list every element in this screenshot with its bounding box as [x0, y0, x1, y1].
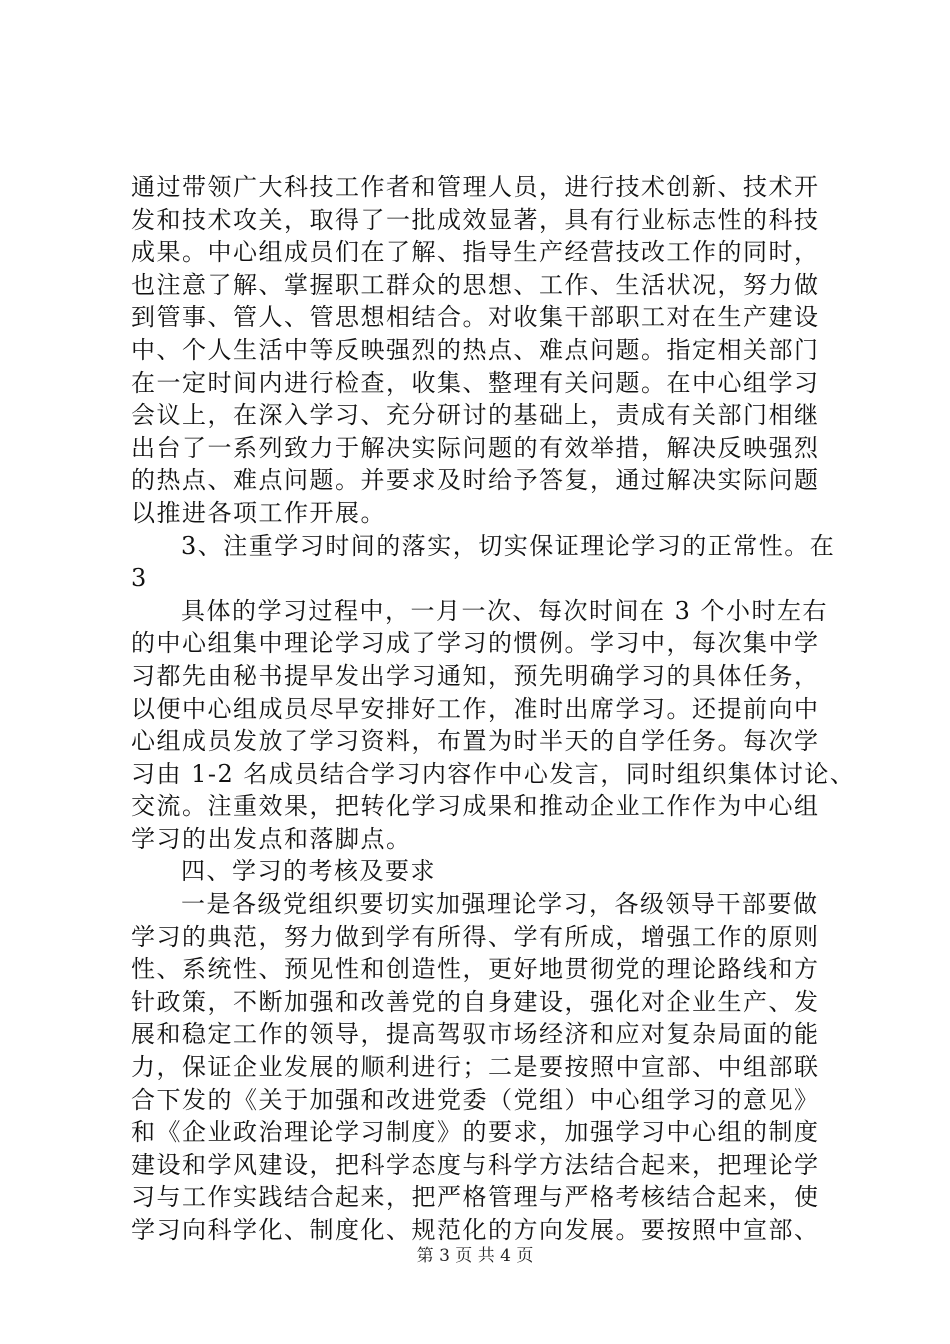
text-line: 会议上，在深入学习、充分研讨的基础上，责成有关部门相继 — [131, 401, 820, 430]
text-line: 学习的出发点和落脚点。 — [131, 824, 412, 853]
text-line: 针政策，不断加强和改善党的自身建设，强化对企业生产、发 — [131, 987, 820, 1016]
text-line: 学习的典范，努力做到学有所得、学有所成，增强工作的原则 — [131, 922, 820, 951]
text-line: 发和技术攻关，取得了一批成效显著，具有行业标志性的科技 — [131, 205, 820, 234]
text-line: 在一定时间内进行检查，收集、整理有关问题。在中心组学习 — [131, 368, 820, 397]
text-line: 一是各级党组织要切实加强理论学习，各级领导干部要做 — [181, 890, 819, 919]
text-line: 习与工作实践结合起来，把严格管理与严格考核结合起来，使 — [131, 1183, 820, 1212]
page-footer: 第 3 页 共 4 页 — [416, 1246, 534, 1266]
text-line: 学习向科学化、制度化、规范化的方向发展。要按照中宣部、 — [131, 1216, 820, 1244]
text-line: 中、个人生活中等反映强烈的热点、难点问题。指定相关部门 — [131, 335, 820, 364]
text-line: 习由 1-2 名成员结合学习内容作中心发言，同时组织集体讨论、 — [131, 759, 856, 788]
text-line: 和《企业政治理论学习制度》的要求，加强学习中心组的制度 — [131, 1118, 820, 1147]
text-line: 通过带领广大科技工作者和管理人员，进行技术创新、技术开 — [131, 173, 820, 201]
text-line: 到管事、管人、管思想相结合。对收集干部职工对在生产建设 — [131, 303, 820, 332]
text-line: 也注意了解、掌握职工群众的思想、工作、生活状况，努力做 — [131, 270, 820, 299]
text-line: 交流。注重效果，把转化学习成果和推动企业工作作为中心组 — [131, 792, 820, 821]
text-line: 习都先由秘书提早发出学习通知，预先明确学习的具体任务， — [131, 661, 820, 690]
document-body — [131, 171, 856, 1247]
text-line: 具体的学习过程中，一月一次、每次时间在 3 个小时左右 — [181, 596, 829, 625]
text-line: 展和稳定工作的领导，提高驾驭市场经济和应对复杂局面的能 — [131, 1020, 820, 1049]
text-line: 以推进各项工作开展。 — [131, 498, 386, 527]
text-line: 性、系统性、预见性和创造性，更好地贯彻党的理论路线和方 — [131, 955, 820, 984]
text-line: 建设和学风建设，把科学态度与科学方法结合起来，把理论学 — [131, 1150, 820, 1179]
text-line: 心组成员发放了学习资料，布置为时半天的自学任务。每次学 — [131, 727, 820, 756]
text-line: 出台了一系列致力于解决实际问题的有效举措，解决反映强烈 — [131, 433, 820, 462]
text-line: 成果。中心组成员们在了解、指导生产经营技改工作的同时， — [131, 238, 820, 267]
text-line: 的中心组集中理论学习成了学习的惯例。学习中，每次集中学 — [131, 629, 820, 658]
text-line: 3、注重学习时间的落实，切实保证理论学习的正常性。在 — [181, 531, 836, 560]
text-line: 3 — [131, 564, 148, 593]
text-line: 的热点、难点问题。并要求及时给予答复，通过解决实际问题 — [131, 466, 820, 495]
text-line: 四、学习的考核及要求 — [181, 857, 436, 886]
text-line: 合下发的《关于加强和改进党委（党组）中心组学习的意见》 — [131, 1085, 820, 1114]
text-line: 力，保证企业发展的顺利进行；二是要按照中宣部、中组部联 — [131, 1053, 820, 1082]
text-line: 以便中心组成员尽早安排好工作，准时出席学习。还提前向中 — [131, 694, 820, 723]
